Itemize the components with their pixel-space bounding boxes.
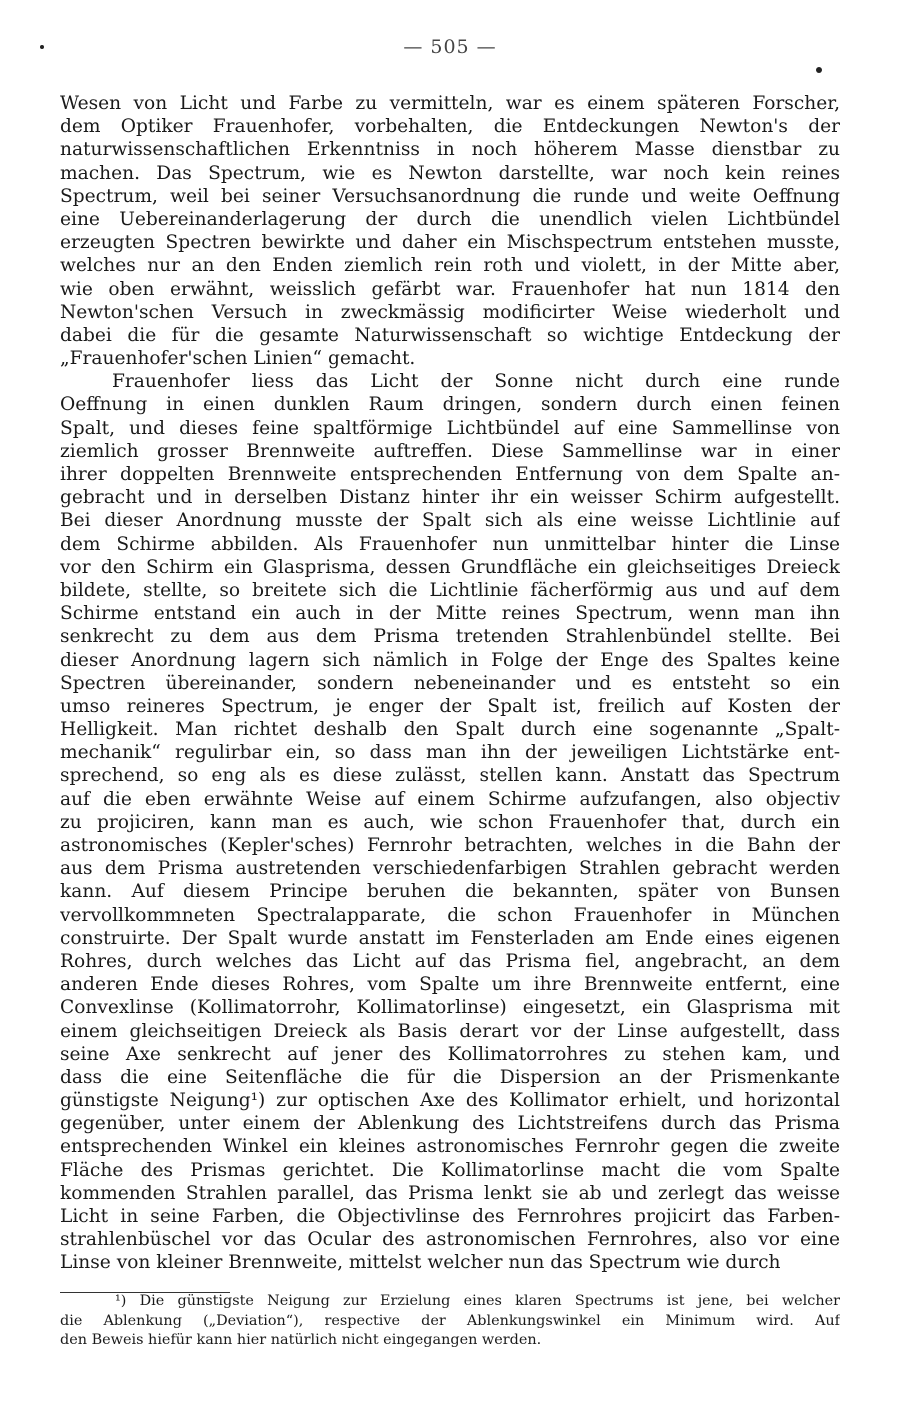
text-line: gebracht und in derselben Distanz hinter ihr ein weisser Schirm aufgestellt. <box>60 487 840 509</box>
text-line: construirte. Der Spalt wurde anstatt im Fensterladen am Ende eines eigenen <box>60 927 840 949</box>
text-line: senkrecht zu dem aus dem Prisma tretenden Strahlenbündel stellte. Bei <box>60 626 840 648</box>
text-line: erzeugten Spectren bewirkte und daher ein Mischspectrum entstehen musste, <box>60 232 840 254</box>
text-line: welches nur an den Enden ziemlich rein roth und violett, in der Mitte aber, <box>60 255 840 277</box>
text-line: bildete, stellte, so breitete sich die Lichtlinie fächerförmig aus und auf dem <box>60 579 840 601</box>
text-line: seine Axe senkrecht auf jener des Kollimatorrohres zu stehen kam, und <box>60 1043 840 1065</box>
text-line: Spectrum, weil bei seiner Versuchsanordnung die runde und weite Oeffnung <box>60 185 840 207</box>
text-line: mechanik“ regulirbar ein, so dass man ihn der jeweiligen Lichtstärke ent- <box>60 742 840 764</box>
text-line: Helligkeit. Man richtet deshalb den Spalt durch eine sogenannte „Spalt- <box>60 719 840 741</box>
text-line: vervollkommneten Spectralapparate, die schon Frauenhofer in München <box>60 904 840 926</box>
footnote-line: den Beweis hiefür kann hier natürlich nicht eingegangen werden. <box>60 1332 542 1348</box>
text-line: Spectren übereinander, sondern nebeneinander und es entsteht so ein <box>60 672 840 694</box>
text-line: dem Optiker Frauenhofer, vorbehalten, die Entdeckungen Newton's der <box>60 116 840 138</box>
body-text <box>60 92 840 1275</box>
text-line: vor den Schirm ein Glasprisma, dessen Grundfläche ein gleichseitiges Dreieck <box>60 556 840 578</box>
text-line: günstigste Neigung¹) zur optischen Axe des Kollimator erhielt, und horizontal <box>60 1090 840 1112</box>
text-line: Frauenhofer liess das Licht der Sonne nicht durch eine runde <box>112 371 840 393</box>
text-line: Wesen von Licht und Farbe zu vermitteln, war es einem späteren Forscher, <box>60 93 840 114</box>
text-line: aus dem Prisma austretenden verschiedenfarbigen Strahlen gebracht werden <box>60 858 840 880</box>
text-line: umso reineres Spectrum, je enger der Spalt ist, freilich auf Kosten der <box>60 695 840 717</box>
text-line: ihrer doppelten Brennweite entsprechenden Entfernung von dem Spalte an- <box>60 464 840 485</box>
ink-speck <box>816 67 822 73</box>
text-line: gegenüber, unter einem der Ablenkung des Lichtstreifens durch das Prisma <box>60 1113 840 1135</box>
footnote <box>60 1292 840 1351</box>
text-line: auf die eben erwähnte Weise auf einem Schirme aufzufangen, also objectiv <box>60 788 840 810</box>
text-line: Fläche des Prismas gerichtet. Die Kollimatorlinse macht die vom Spalte <box>60 1159 840 1181</box>
text-line: dabei die für die gesamte Naturwissenschaft so wichtige Entdeckung der <box>60 324 840 346</box>
text-line: strahlenbüschel vor das Ocular des astronomischen Fernrohres, also vor eine <box>60 1229 840 1251</box>
text-line: zu projiciren, kann man es auch, wie schon Frauenhofer that, durch ein <box>60 811 840 833</box>
text-line: Newton'schen Versuch in zweckmässig modificirter Weise wiederholt und <box>60 301 840 323</box>
text-line: kommenden Strahlen parallel, das Prisma lenkt sie ab und zerlegt das weisse <box>60 1182 840 1204</box>
text-line: dieser Anordnung lagern sich nämlich in Folge der Enge des Spaltes keine <box>60 649 840 671</box>
text-line: einem gleichseitigen Dreieck als Basis derart vor der Linse aufgestellt, dass <box>60 1020 840 1042</box>
text-line: Linse von kleiner Brennweite, mittelst welcher nun das Spectrum wie durch <box>60 1252 781 1274</box>
text-line: astronomisches (Kepler'sches) Fernrohr betrachten, welches in die Bahn der <box>60 835 840 856</box>
text-line: eine Uebereinanderlagerung der durch die unendlich vielen Lichtbündel <box>60 208 840 230</box>
text-line: anderen Ende dieses Rohres, vom Spalte um ihre Brennweite entfernt, eine <box>60 974 840 996</box>
text-line: dem Schirme abbilden. Als Frauenhofer nun unmittelbar hinter die Linse <box>60 533 840 555</box>
text-line: Spalt, und dieses feine spaltförmige Lichtbündel auf eine Sammellinse von <box>60 417 840 439</box>
text-line: naturwissenschaftlichen Erkenntniss in noch höherem Masse dienstbar zu <box>60 139 840 161</box>
text-line: wie oben erwähnt, weisslich gefärbt war. Frauenhofer hat nun 1814 den <box>60 278 840 300</box>
page-number: — 505 — <box>403 36 497 58</box>
footnote-line: die Ablenkung („Deviation“), respective der Ablenkungswinkel ein Minimum wird. Auf <box>60 1312 840 1329</box>
text-line: ziemlich grosser Brennweite auftreffen. Diese Sammellinse war in einer <box>60 440 840 462</box>
text-line: dass die eine Seitenfläche die für die Dispersion an der Prismenkante <box>60 1066 840 1088</box>
text-line: Oeffnung in einen dunklen Raum dringen, sondern durch einen feinen <box>60 394 840 416</box>
footnote-line: ¹) Die günstigste Neigung zur Erzielung eines klaren Spectrums ist jene, bei welcher <box>115 1293 840 1309</box>
text-line: Bei dieser Anordnung musste der Spalt sich als eine weisse Lichtlinie auf <box>60 510 840 532</box>
text-line: Convexlinse (Kollimatorrohr, Kollimatorlinse) eingesetzt, ein Glasprisma mit <box>60 997 840 1019</box>
text-line: sprechend, so eng als es diese zulässt, stellen kann. Anstatt das Spectrum <box>60 765 840 787</box>
text-line: Licht in seine Farben, die Objectivlinse des Fernrohres projicirt das Farben- <box>60 1206 840 1227</box>
text-line: Rohres, durch welches das Licht auf das Prisma fiel, angebracht, an dem <box>60 950 840 972</box>
text-line: kann. Auf diesem Principe beruhen die bekannten, später von Bunsen <box>60 881 840 903</box>
text-line: machen. Das Spectrum, wie es Newton darstellte, war noch kein reines <box>60 162 840 184</box>
text-line: „Frauenhofer'schen Linien“ gemacht. <box>60 348 416 370</box>
text-line: Schirme entstand ein auch in der Mitte reines Spectrum, wenn man ihn <box>60 603 840 625</box>
text-line: entsprechenden Winkel ein kleines astronomisches Fernrohr gegen die zweite <box>60 1136 840 1158</box>
